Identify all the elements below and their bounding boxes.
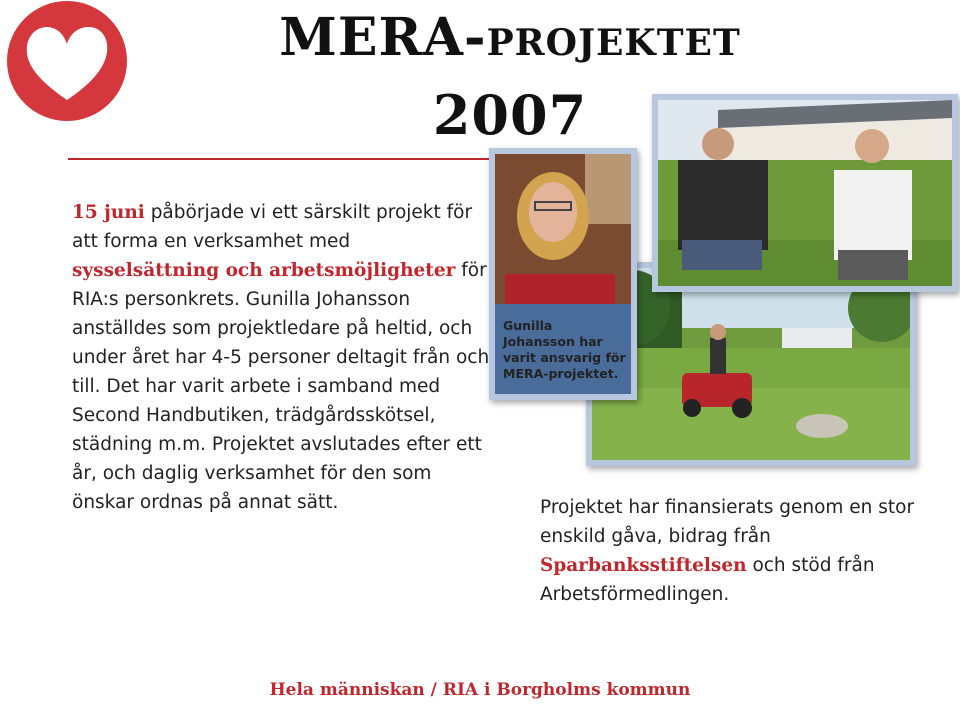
page-title-year: 2007 bbox=[432, 83, 588, 147]
funding-paragraph bbox=[540, 493, 950, 609]
funding-highlight: Sparbanksstiftelsen bbox=[540, 555, 747, 576]
intro-text-2: för RIA:s personkrets. Gunilla Johansson anställdes som projektledare på heltid, och under året har 4-5 personer deltagit från och till. Det har varit arbete i samband med Second Handbutiken, trädgårdsskötsel, städning m.m. Projektet avslutades efter ett år, och daglig verksamhet för den som önskar ordnas på annat sätt. bbox=[72, 260, 490, 513]
intro-paragraph bbox=[72, 198, 492, 517]
two-men-photo bbox=[652, 94, 958, 292]
start-date: 15 juni bbox=[72, 202, 145, 223]
heart-logo-icon bbox=[5, 0, 129, 122]
photo-caption: Gunilla Johansson har varit ansvarig för MERA-projektet. bbox=[503, 318, 626, 381]
funding-text-1: Projektet har finansierats genom en stor enskild gåva, bidrag från bbox=[540, 497, 915, 547]
intro-highlight: sysselsättning och arbetsmöjligheter bbox=[72, 260, 456, 281]
footer-text: Hela människan / RIA i Borgholms kommun bbox=[269, 680, 691, 700]
intro-text-1: påbörjade vi ett särskilt projekt för att forma en verksamhet med bbox=[72, 202, 473, 252]
page-title: MERA-projektet bbox=[279, 7, 741, 68]
gunilla-photo bbox=[489, 148, 637, 400]
funding-text-2: och stöd från Arbetsförmedlingen. bbox=[540, 555, 875, 605]
